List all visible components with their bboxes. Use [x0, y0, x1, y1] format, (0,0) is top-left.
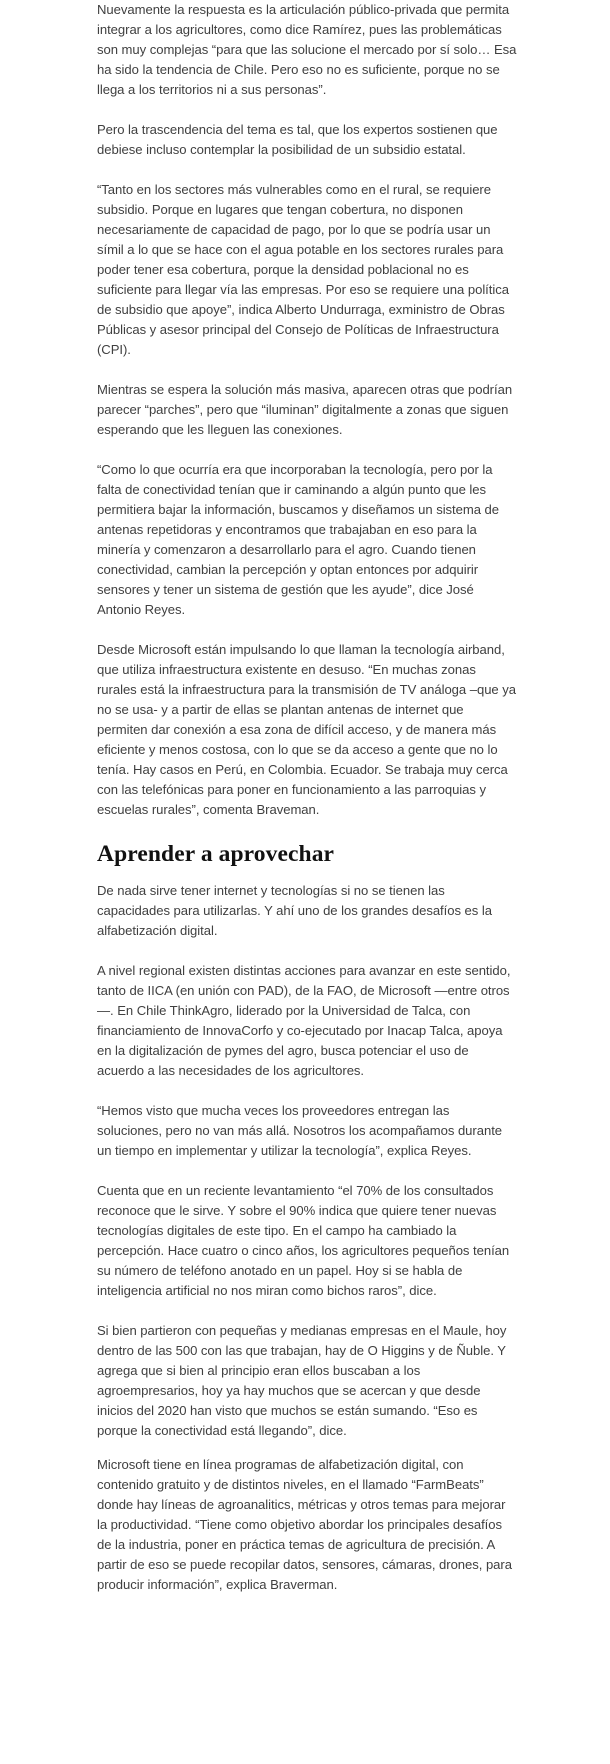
article-paragraph: A nivel regional existen distintas acciones para avanzar en este sentido, tanto de IICA (en unión con PAD), de la FAO, de Microsoft —entre otros—. En Chile ThinkAgro, liderado por la Universidad de Talca, con financiamiento de InnovaCorfo y co-ejecutado por Inacap Talca, apoya en la digitalización de pymes del agro, busca potenciar el uso de acuerdo a las necesidades de los agricultores.	[97, 963, 511, 1078]
article-paragraph: Microsoft tiene en línea programas de alfabetización digital, con contenido gratuito y de distintos niveles, en el llamado “FarmBeats” donde hay líneas de agroanalitics, métricas y otros temas para mejorar la productividad. “Tiene como objetivo abordar los principales desafíos de la industria, poner en práctica temas de agricultura de precisión. A partir de eso se puede recopilar datos, sensores, cámaras, drones, para producir información”, explica Braverman.	[97, 1457, 512, 1592]
article-paragraph: “Hemos visto que mucha veces los proveedores entregan las soluciones, pero no van más allá. Nosotros los acompañamos durante un tiempo en implementar y utilizar la tecnología”, explica Reyes.	[97, 1103, 503, 1158]
article-paragraph: Pero la trascendencia del tema es tal, que los expertos sostienen que debiese incluso contemplar la posibilidad de un subsidio estatal.	[97, 122, 498, 157]
article-paragraph: De nada sirve tener internet y tecnologías si no se tienen las capacidades para utilizarlas. Y ahí uno de los grandes desafíos es la alfabetización digital.	[97, 883, 492, 938]
article-paragraph: Nuevamente la respuesta es la articulación público-privada que permita integrar a los agricultores, como dice Ramírez, pues las problemáticas son muy complejas “para que las solucione el mercado por sí solo… Esa ha sido la tendencia de Chile. Pero eso no es suficiente, porque no se llega a los territorios ni a sus personas”.	[97, 2, 517, 97]
article-paragraph: Cuenta que en un reciente levantamiento “el 70% de los consultados reconoce que le sirve. Y sobre el 90% indica que quiere tener nuevas tecnologías digitales de este tipo. En el campo ha cambiado la percepción. Hace cuatro o cinco años, los agricultores pequeños tenían su número de teléfono anotado en un papel. Hoy si se habla de inteligencia artificial no nos miran como bichos raros”, dice.	[97, 1183, 510, 1298]
article-body	[97, 0, 517, 1615]
section-subheading: Aprender a aprovechar	[97, 841, 335, 867]
article-paragraph: Si bien partieron con pequeñas y medianas empresas en el Maule, hoy dentro de las 500 con las que trabajan, hay de O Higgins y de Ñuble. Y agrega que si bien al principio eran ellos buscaban a los agroempresarios, hoy ya hay muchos que se acercan y que desde inicios del 2020 han visto que muchos se están sumando. “Eso es porque la conectividad está llegando”, dice.	[97, 1323, 507, 1438]
article-paragraph: Mientras se espera la solución más masiva, aparecen otras que podrían parecer “parches”, pero que “iluminan” digitalmente a zonas que siguen esperando que les lleguen las conexiones.	[97, 382, 513, 437]
article-paragraph: Desde Microsoft están impulsando lo que llaman la tecnología airband, que utiliza infraestructura existente en desuso. “En muchas zonas rurales está la infraestructura para la transmisión de TV análoga –que ya no se usa- y a partir de ellas se plantan antenas de internet que permiten dar conexión a esa zona de difícil acceso, y de manera más eficiente y menos costosa, con lo que se da acceso a gente que no lo tenía. Hay casos en Perú, en Colombia. Ecuador. Se trabaja muy cerca con las telefónicas para poner en funcionamiento a las parroquias y escuelas rurales”, comenta Braveman.	[97, 642, 516, 817]
article-paragraph: “Como lo que ocurría era que incorporaban la tecnología, pero por la falta de conectividad tenían que ir caminando a algún punto que les permitiera bajar la información, buscamos y diseñamos un sistema de antenas repetidoras y encontramos que trabajaban en eso para la minería y comenzaron a desarrollarlo para el agro. Cuando tienen conectividad, cambian la percepción y optan entonces por adquirir sensores y tener un sistema de gestión que les ayude”, dice José Antonio Reyes.	[97, 462, 500, 617]
article-paragraph: “Tanto en los sectores más vulnerables como en el rural, se requiere subsidio. Porque en lugares que tengan cobertura, no disponen necesariamente de capacidad de pago, por lo que se podría usar un símil a lo que se hace con el agua potable en los sectores rurales para poder tener esa cobertura, porque la densidad poblacional no es suficiente para llegar vía las empresas. Por eso se requiere una política de subsidio que apoye”, indica Alberto Undurraga, exministro de Obras Públicas y asesor principal del Consejo de Políticas de Infraestructura (CPI).	[97, 182, 509, 357]
